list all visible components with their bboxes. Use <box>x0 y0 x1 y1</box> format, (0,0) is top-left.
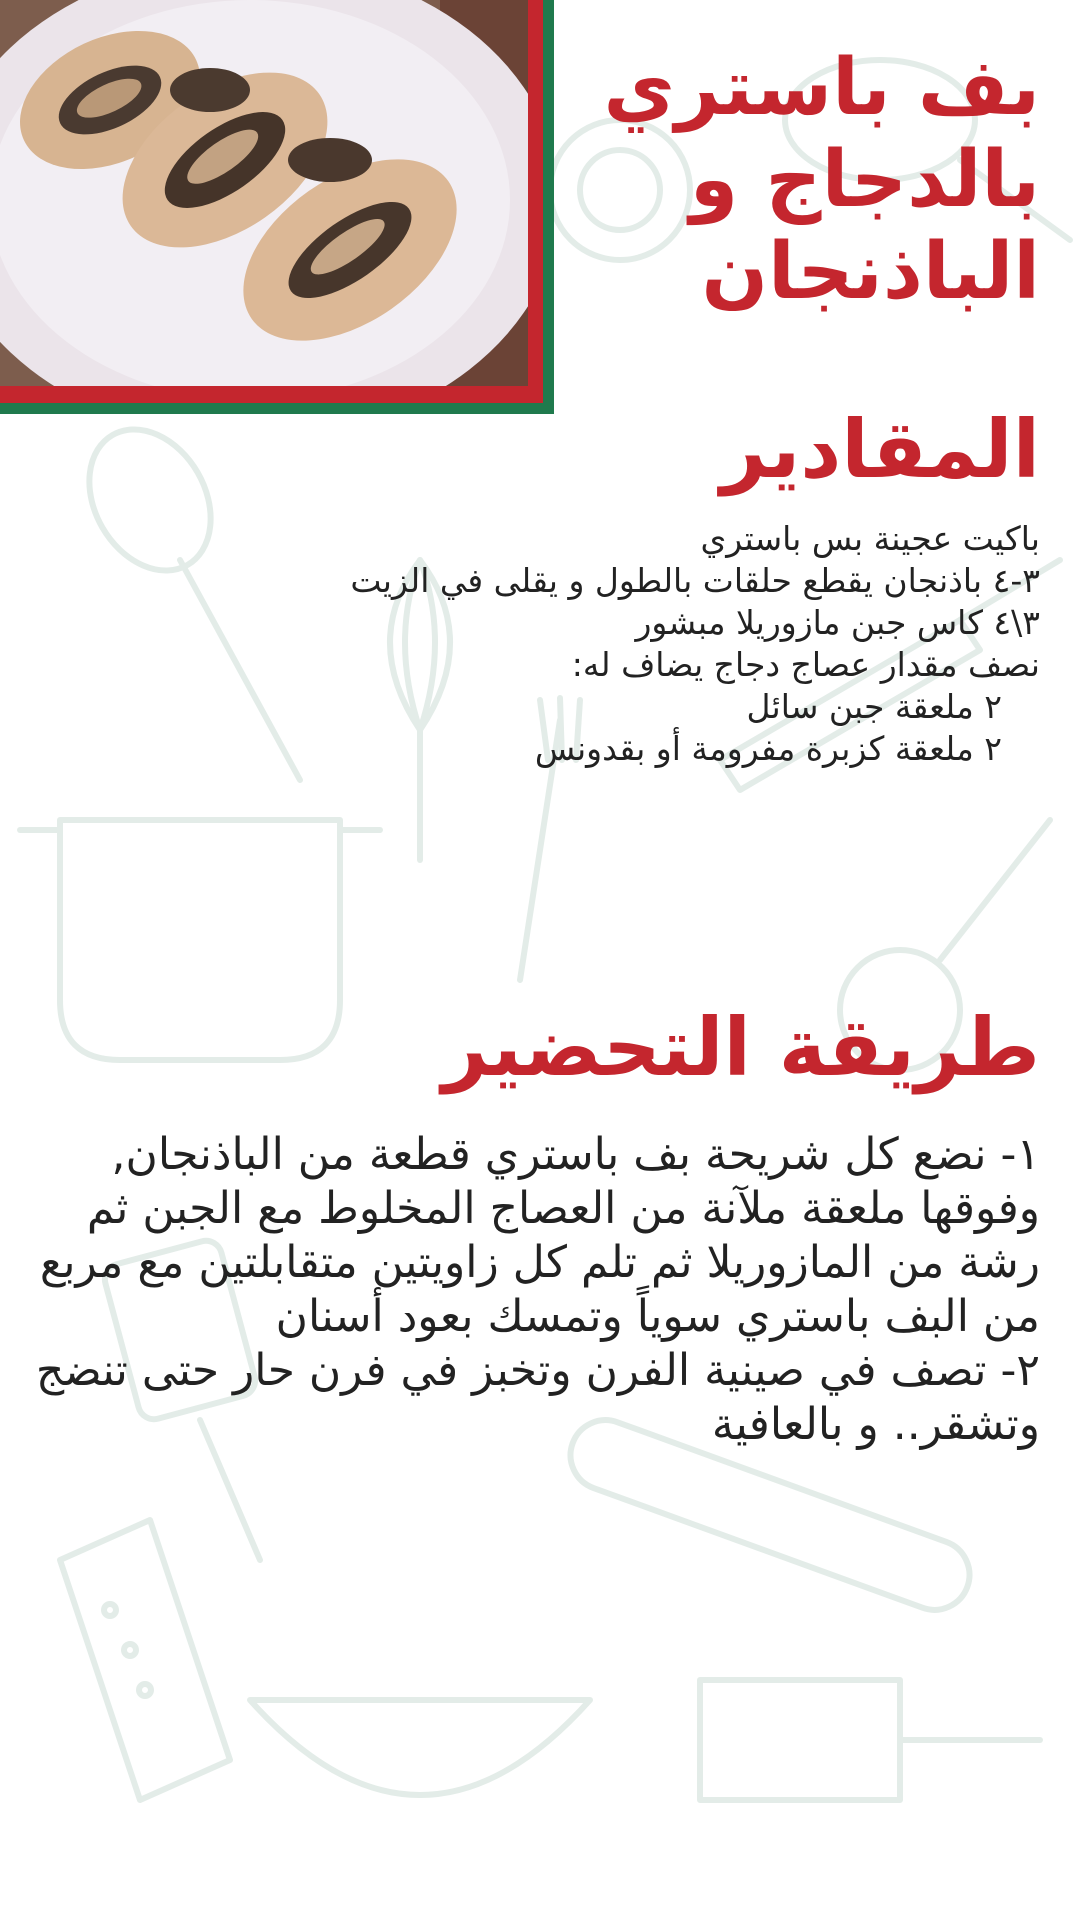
recipe-title <box>570 42 1040 318</box>
method-step: ٢- تصف في صينية الفرن وتخبز في فرن حار حتى تنضج وتشقر.. و بالعافية <box>35 1345 1040 1450</box>
recipe-title-line: الباذنجان <box>701 227 1040 317</box>
ingredients-list <box>140 518 1040 770</box>
recipe-title-line: بالدجاج و <box>689 135 1040 225</box>
ingredient-subitem: ٢ ملعقة جبن سائل <box>746 687 1002 726</box>
method-heading: طريقة التحضير <box>441 1001 1040 1094</box>
ingredient-subitem: ٢ ملعقة كزبرة مفرومة أو بقدونس <box>534 729 1002 768</box>
ingredient-item: باكيت عجينة بس باستري <box>700 519 1040 558</box>
method-step: ١- نضع كل شريحة بف باستري قطعة من الباذنجان, وفوقها ملعقة ملآنة من العصاج المخلوط مع الجبن ثم رشة من المازوريلا ثم تلم كل زاويتين متقابلتين مع مربع من البف باستري سوياً وتمسك بعود أسنان <box>39 1129 1040 1342</box>
method-steps <box>30 1128 1040 1452</box>
recipe-title-line: بف باستري <box>603 43 1040 133</box>
ingredients-heading: المقادير <box>720 403 1040 496</box>
ingredient-item: ٣\٤ كاس جبن مازوريلا مبشور <box>635 603 1040 642</box>
ingredient-item: نصف مقدار عصاج دجاج يضاف له: <box>571 645 1040 684</box>
photo-frame <box>0 0 554 414</box>
ingredient-item: ٣-٤ باذنجان يقطع حلقات بالطول و يقلى في الزيت <box>350 561 1040 600</box>
recipe-photo <box>0 0 528 386</box>
